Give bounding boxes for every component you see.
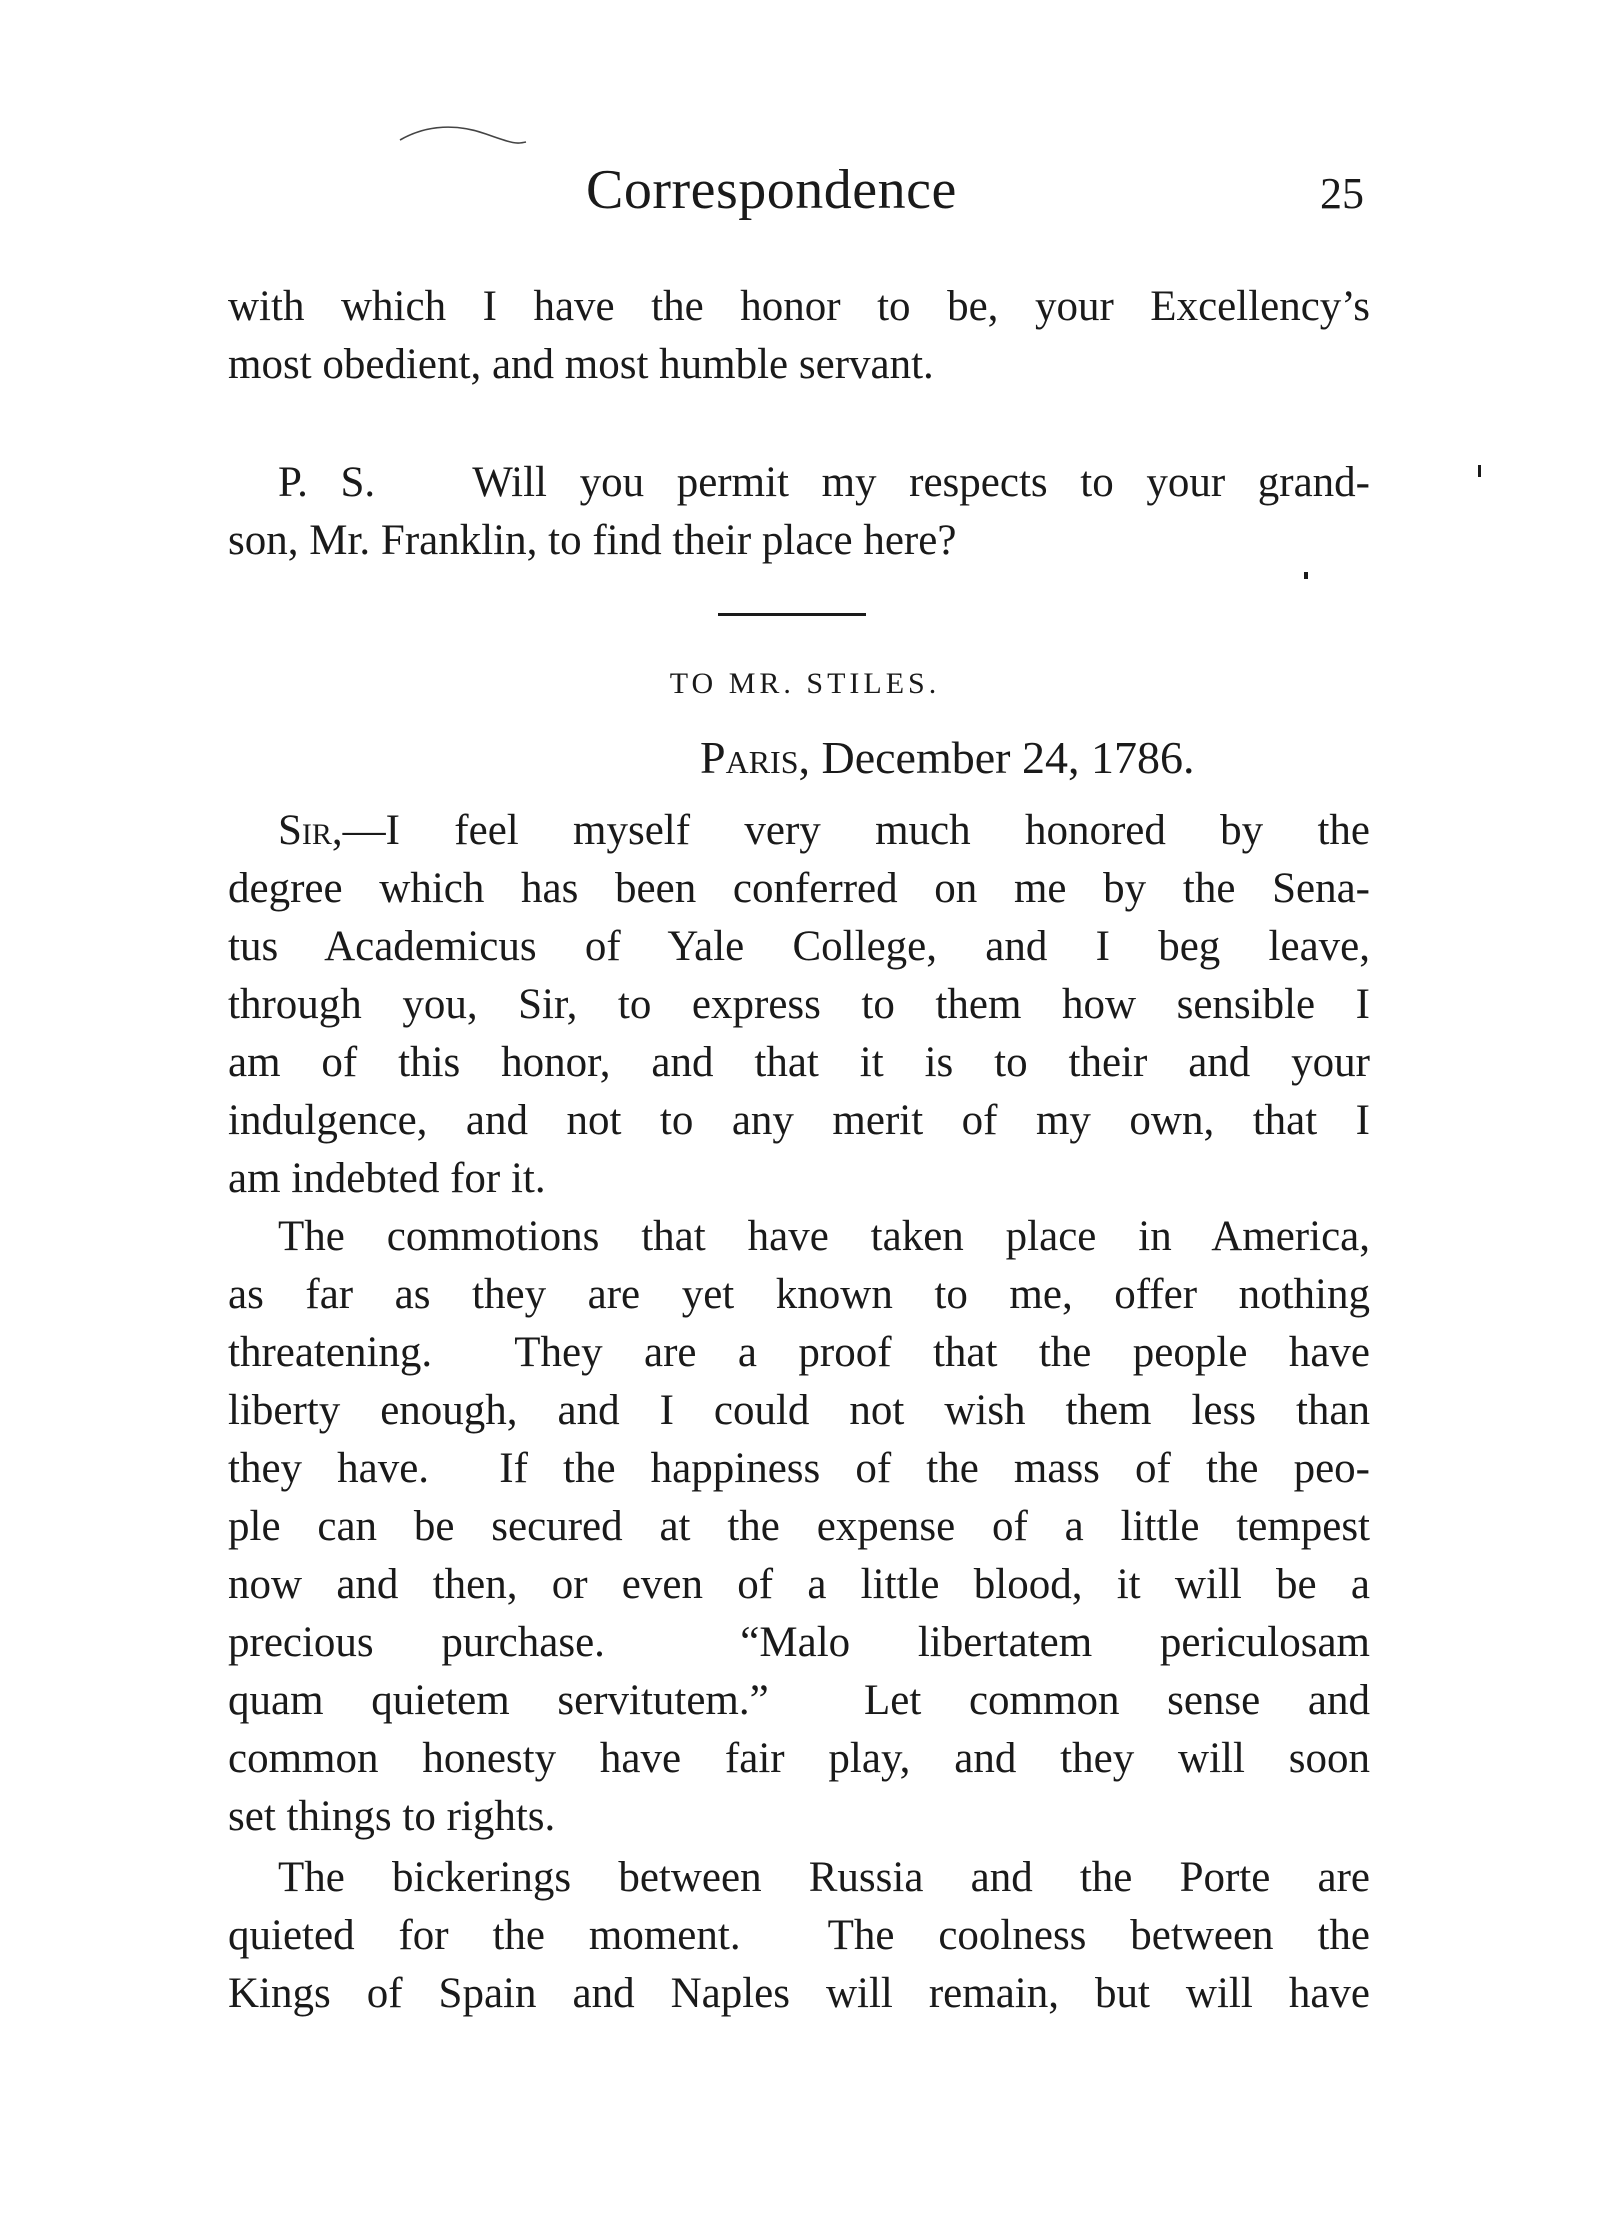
running-header: [0, 158, 1610, 228]
paragraph-line: tus Academicus of Yale College, and I beg leave,: [228, 923, 1370, 970]
paragraph-line: liberty enough, and I could not wish them less than: [228, 1387, 1370, 1434]
paragraph-line: they have. If the happiness of the mass of the peo-: [228, 1445, 1370, 1492]
paragraph-line: threatening. They are a proof that the people have: [228, 1329, 1370, 1376]
paragraph-line: The commotions that have taken place in America,: [278, 1213, 1370, 1260]
salutation: Sir: [278, 807, 332, 854]
letter-dateline: [700, 731, 1195, 784]
paragraph-line: The bickerings between Russia and the Porte are: [278, 1854, 1370, 1901]
paragraph-line: common honesty have fair play, and they will soon: [228, 1735, 1370, 1782]
running-title: Correspondence: [586, 159, 957, 221]
paragraph-line: precious purchase. “Malo libertatem periculosam: [228, 1619, 1370, 1666]
paragraph-line: as far as they are yet known to me, offer nothing: [228, 1271, 1370, 1318]
letter-address-heading: TO MR. STILES.: [669, 667, 941, 700]
closing-line: with which I have the honor to be, your Excellency’s: [228, 283, 1370, 330]
paragraph-line: indulgence, and not to any merit of my own, that I: [228, 1097, 1370, 1144]
ink-speck-decoration: [1478, 465, 1481, 477]
paragraph-line: Kings of Spain and Naples will remain, but will have: [228, 1970, 1370, 2017]
postscript-line: P. S. Will you permit my respects to your grand-: [278, 459, 1370, 506]
dateline-place: Paris: [700, 732, 799, 783]
paragraph-line: am of this honor, and that it is to their and your: [228, 1039, 1370, 1086]
paragraph-line: quieted for the moment. The coolness between the: [228, 1912, 1370, 1959]
page-number: 25: [1320, 169, 1364, 218]
paragraph-line: [228, 806, 1370, 866]
pencil-mark-decoration: [398, 122, 528, 150]
section-divider: [718, 613, 866, 616]
paragraph-line: through you, Sir, to express to them how sensible I: [228, 981, 1370, 1028]
ink-speck-decoration: [1304, 572, 1308, 579]
paragraph-line: ple can be secured at the expense of a little tempest: [228, 1503, 1370, 1550]
closing-line: most obedient, and most humble servant.: [228, 341, 934, 388]
paragraph-line: set things to rights.: [228, 1793, 556, 1840]
paragraph-line: degree which has been conferred on me by the Sena-: [228, 865, 1370, 912]
postscript-line: son, Mr. Franklin, to find their place here?: [228, 517, 957, 564]
paragraph-line: quam quietem servitutem.” Let common sense and: [228, 1677, 1370, 1724]
paragraph-line: now and then, or even of a little blood, it will be a: [228, 1561, 1370, 1608]
salutation-rest: ,—I feel myself very much honored by the: [331, 807, 1370, 854]
dateline-date: , December 24, 1786.: [798, 732, 1195, 783]
paragraph-line: am indebted for it.: [228, 1155, 546, 1202]
